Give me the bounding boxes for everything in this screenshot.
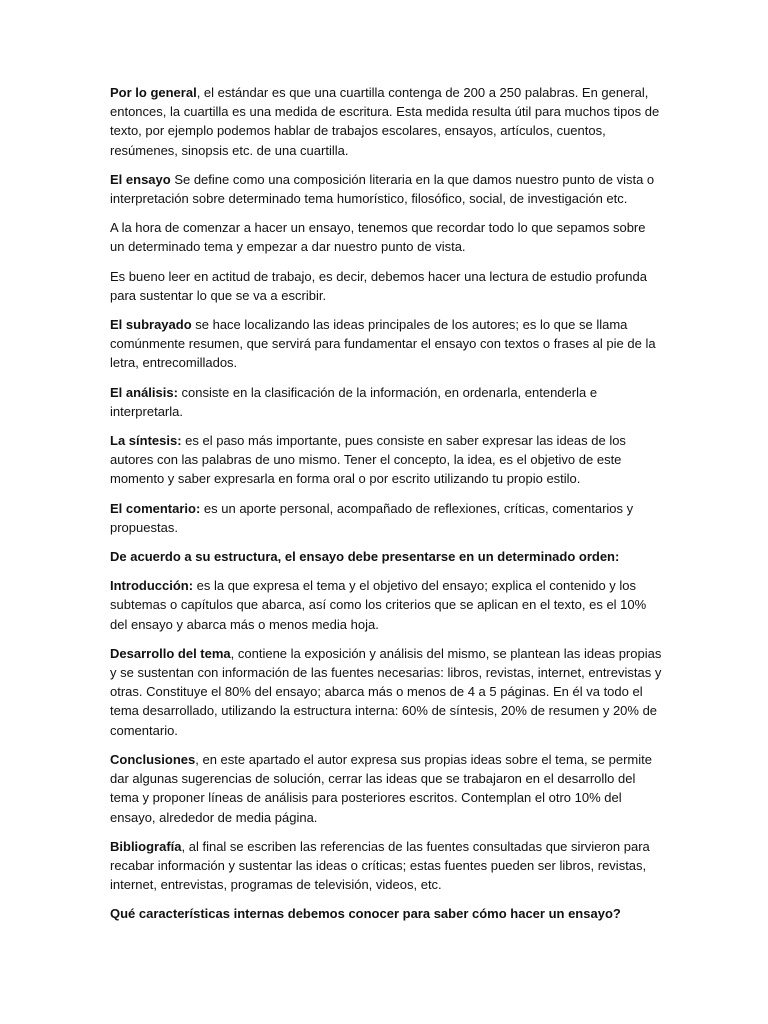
paragraph-text: Es bueno leer en actitud de trabajo, es decir, debemos hacer una lectura de estudio profunda para sustentar lo que se va a escribir. bbox=[110, 268, 647, 303]
paragraph-text: , el estándar es que una cuartilla contenga de 200 a 250 palabras. En general, entonces, la cuartilla es una medida de escritura. Esta medida resulta útil para muchos tipos de texto, por ejemplo podemos hablar de trabajos escolares, ensayos, artículos, cuentos, resúmenes, sinopsis etc. de una cuartilla. bbox=[110, 85, 660, 158]
paragraph-comenzar bbox=[110, 218, 662, 256]
paragraph-text: , en este apartado el autor expresa sus propias ideas sobre el tema, se permite dar algunas sugerencias de solución, cerrar las ideas que se trabajaron en el desarrollo del tema y proponer líneas de análisis para posteriores escritos. Contemplan el otro 10% del ensayo, alrededor de media página. bbox=[110, 751, 652, 825]
paragraph-desarrollo bbox=[110, 644, 662, 740]
paragraph-text: Qué características internas debemos conocer para saber cómo hacer un ensayo? bbox=[110, 906, 621, 922]
paragraph-conclusiones bbox=[110, 750, 662, 827]
paragraph-analisis bbox=[110, 383, 662, 421]
paragraph-text: es el paso más importante, pues consiste en saber expresar las ideas de los autores con las palabras de uno mismo. Tener el concepto, la idea, es el objetivo de este momento y saber expresarla en forma oral o por escrito utilizando tu propio estilo. bbox=[110, 433, 626, 487]
paragraph-text: es la que expresa el tema y el objetivo del ensayo; explica el contenido y los subtemas o capítulos que abarca, así como los criterios que se aplican en el texto, es el 10% del ensayo y abarca más o menos media hoja. bbox=[110, 578, 647, 632]
paragraph-ensayo bbox=[110, 170, 662, 208]
paragraph-lead: La síntesis: bbox=[110, 433, 182, 449]
paragraph-lead: El análisis: bbox=[110, 384, 178, 400]
paragraph-lead: El comentario: bbox=[110, 500, 201, 516]
paragraph-text: consiste en la clasificación de la información, en ordenarla, entenderla e interpretarla. bbox=[110, 384, 598, 419]
paragraph-lead: Introducción: bbox=[110, 578, 194, 594]
paragraph-text: es un aporte personal, acompañado de reflexiones, críticas, comentarios y propuestas. bbox=[110, 500, 634, 535]
paragraph-text: , contiene la exposición y análisis del mismo, se plantean las ideas propias y se sustentan con información de las fuentes necesarias: libros, revistas, internet, entrevistas y otras. Constituye el 80% del ensayo; abarca más o menos de 4 a 5 páginas. En él va todo el tema desarrollado, utilizando la estructura interna: 60% de síntesis, 20% de resumen y 20% de comentario. bbox=[110, 645, 662, 738]
paragraph-text: se hace localizando las ideas principales de los autores; es lo que se llama comúnmente resumen, que servirá para fundamentar el ensayo con textos o frases al pie de la letra, entrecomillados. bbox=[110, 317, 656, 371]
paragraph-lead: El ensayo bbox=[110, 171, 171, 187]
paragraph-subrayado bbox=[110, 315, 662, 373]
paragraph-text: , al final se escriben las referencias de las fuentes consultadas que sirvieron para recabar información y sustentar las ideas o críticas; estas fuentes pueden ser libros, revistas, internet, entrevistas, programas de televisión, videos, etc. bbox=[110, 838, 650, 893]
paragraph-sintesis bbox=[110, 431, 662, 489]
paragraph-estructura-heading bbox=[110, 547, 662, 566]
paragraph-lead: Conclusiones bbox=[110, 751, 196, 767]
document-page bbox=[110, 83, 662, 934]
paragraph-lead: Bibliografía bbox=[110, 838, 182, 854]
paragraph-introduccion bbox=[110, 576, 662, 634]
paragraph-cuartilla bbox=[110, 83, 662, 160]
paragraph-comentario bbox=[110, 499, 662, 537]
paragraph-question bbox=[110, 904, 662, 923]
paragraph-text: A la hora de comenzar a hacer un ensayo, tenemos que recordar todo lo que sepamos sobre un determinado tema y empezar a dar nuestro punto de vista. bbox=[110, 220, 646, 255]
paragraph-lead: Desarrollo del tema bbox=[110, 645, 231, 661]
paragraph-lead: El subrayado bbox=[110, 317, 192, 333]
paragraph-text: Se define como una composición literaria en la que damos nuestro punto de vista o interpretación sobre determinado tema humorístico, filosófico, social, de investigación etc. bbox=[110, 171, 655, 207]
paragraph-text: De acuerdo a su estructura, el ensayo debe presentarse en un determinado orden: bbox=[110, 549, 620, 565]
paragraph-bibliografia bbox=[110, 837, 662, 895]
paragraph-leer bbox=[110, 267, 662, 305]
paragraph-lead: Por lo general bbox=[110, 85, 197, 100]
